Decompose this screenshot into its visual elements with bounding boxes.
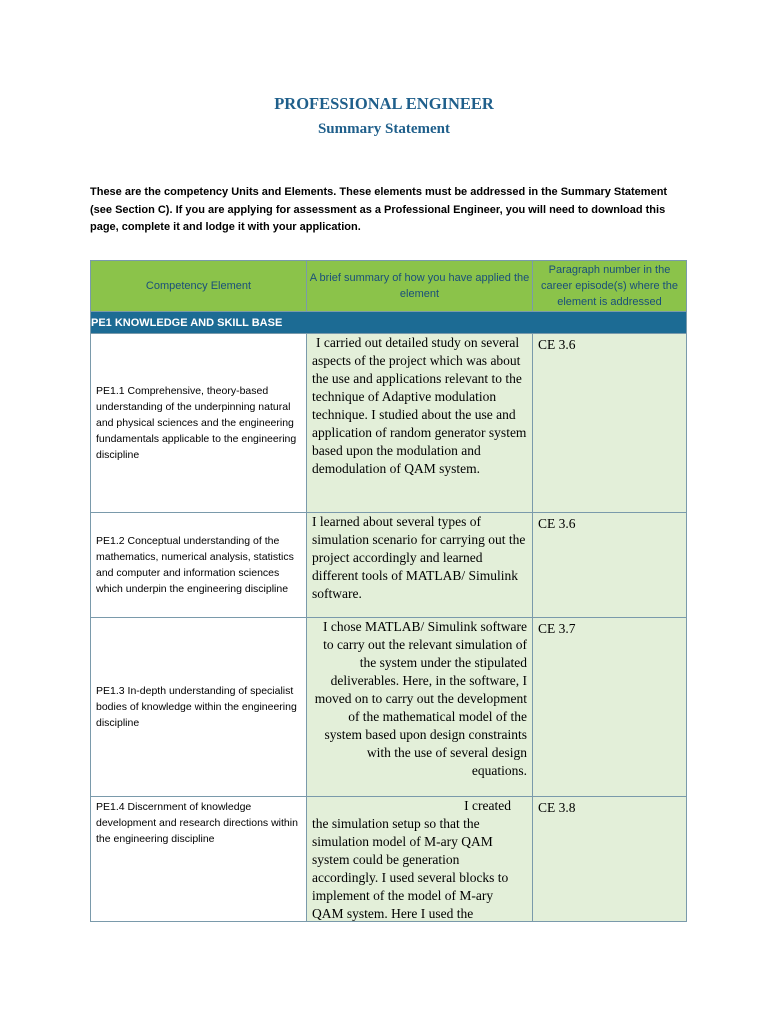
- competency-element-cell: PE1.4 Discernment of knowledge development and research directions within the engineering discipline: [91, 797, 307, 922]
- table-row: [91, 513, 687, 618]
- summary-cell[interactable]: [307, 513, 533, 618]
- summary-text: I chose MATLAB/ Simulink software to carry out the relevant simulation of the system under the stipulated deliverables. Here, in the software, I moved on to carry out the development of the mathematical model of the system based upon design constraints with the use of several design equations.: [314, 619, 527, 778]
- competency-table: [90, 260, 687, 922]
- section-title: PE1 KNOWLEDGE AND SKILL BASE: [91, 312, 687, 334]
- section-row: [91, 312, 687, 334]
- header-brief-summary: A brief summary of how you have applied the element: [307, 261, 533, 312]
- paragraph-number-cell[interactable]: CE 3.6: [533, 513, 687, 618]
- table-row: [91, 334, 687, 513]
- paragraph-number-cell[interactable]: CE 3.6: [533, 334, 687, 513]
- summary-text: I learned about several types of simulation scenario for carrying out the project accordingly and learned different tools of MATLAB/ Simulink software.: [312, 514, 526, 601]
- summary-lead-text: I created: [464, 798, 511, 813]
- paragraph-number-cell[interactable]: CE 3.8: [533, 797, 687, 922]
- summary-text: I carried out detailed study on several aspects of the project which was about the use and applications relevant to the technique of Adaptive modulation technique. I studied about the use and application of random generator system based upon the modulation and demodulation of QAM system.: [312, 335, 527, 476]
- paragraph-number-cell[interactable]: CE 3.7: [533, 618, 687, 797]
- table-row: [91, 618, 687, 797]
- competency-element-cell: PE1.2 Conceptual understanding of the mathematics, numerical analysis, statistics and computer and information sciences which underpin the engineering discipline: [91, 513, 307, 618]
- summary-cell[interactable]: [307, 618, 533, 797]
- summary-text: the simulation setup so that the simulation model of M-ary QAM system could be generation accordingly. I used several blocks to implement of the model of M-ary QAM system. Here I used the: [312, 816, 509, 921]
- header-competency-element: Competency Element: [91, 261, 307, 312]
- summary-cell[interactable]: [307, 334, 533, 513]
- page-title: PROFESSIONAL ENGINEER: [274, 94, 494, 113]
- page-subtitle: Summary Statement: [317, 121, 451, 137]
- competency-element-cell: PE1.1 Comprehensive, theory-based understanding of the underpinning natural and physical sciences and the engineering fundamentals applicable to the engineering discipline: [91, 334, 307, 513]
- header-paragraph-number: Paragraph number in the career episode(s) where the element is addressed: [533, 261, 687, 312]
- competency-element-cell: PE1.3 In-depth understanding of specialist bodies of knowledge within the engineering discipline: [91, 618, 307, 797]
- table-header-row: [91, 261, 687, 312]
- intro-paragraph: These are the competency Units and Elements. These elements must be addressed in the Summary Statement (see Section C). If you are applying for assessment as a Professional Engineer, you will need to download this page, complete it and lodge it with your application.: [90, 186, 668, 233]
- table-row: [91, 797, 687, 922]
- summary-cell[interactable]: [307, 797, 533, 922]
